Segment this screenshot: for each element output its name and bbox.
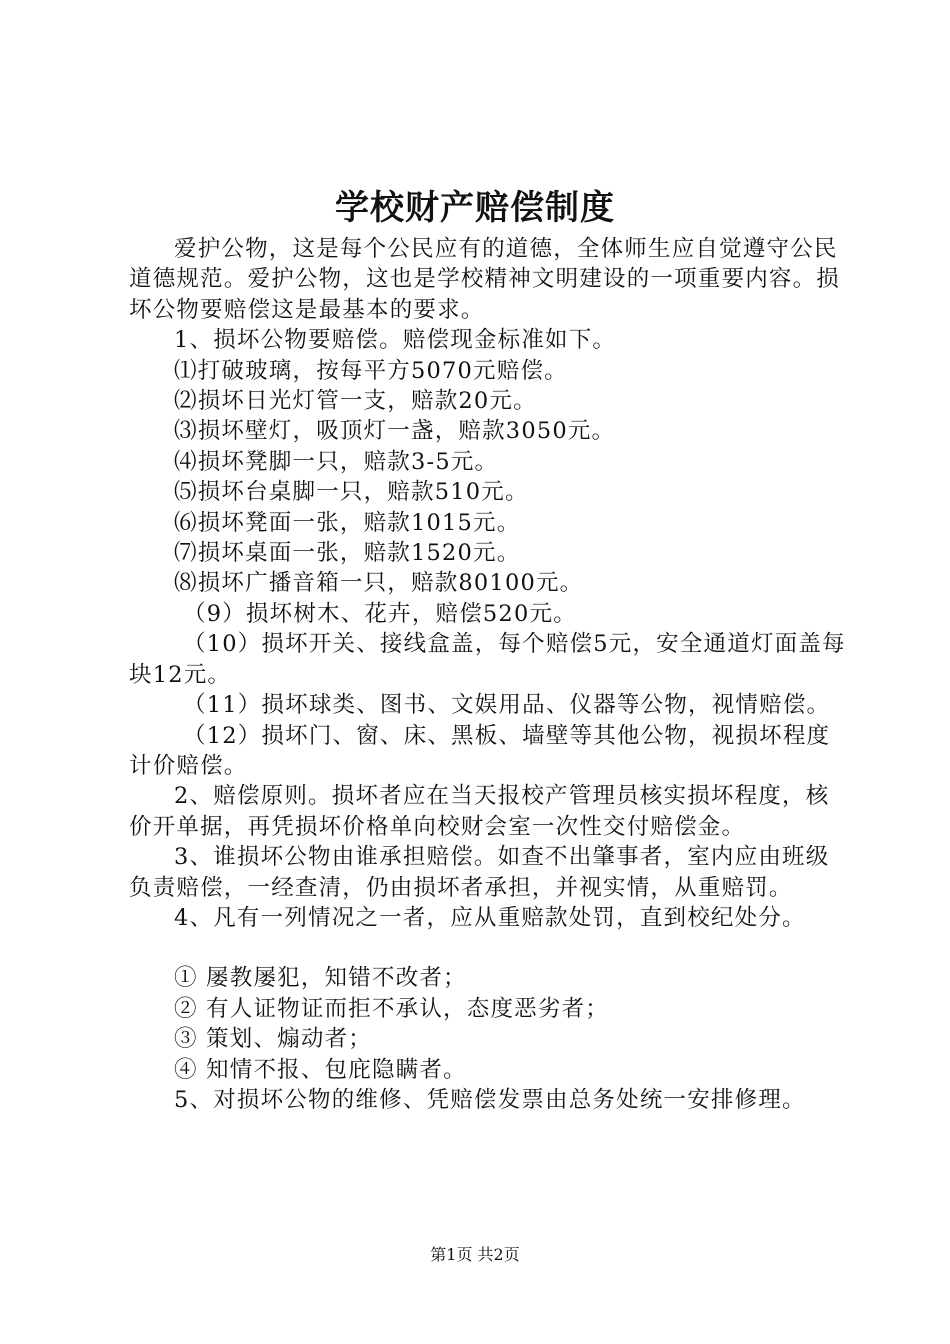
list-item: ⑻损坏广播音箱一只，赔款80100元。: [174, 570, 584, 597]
list-item: （11）损坏球类、图书、文娱用品、仪器等公物，视情赔偿。: [183, 692, 831, 719]
list-item: ① 屡教屡犯，知错不改者；: [174, 965, 467, 992]
paragraph: 爱护公物，这是每个公民应有的道德，全体师生应自觉遵守公民道德规范。爱护公物，这也是学校精神文明建设的一项重要内容。损坏公物要赔偿这是最基本的要求。: [129, 236, 841, 323]
paragraph: 5、对损坏公物的维修、凭赔偿发票由总务处统一安排修理。: [174, 1086, 806, 1113]
document-body: [129, 234, 853, 1115]
list-item: ② 有人证物证而拒不承认，态度恶劣者；: [174, 995, 609, 1022]
document-title: 学校财产赔偿制度: [335, 188, 615, 228]
list-item: ⑵损坏日光灯管一支，赔款20元。: [174, 388, 537, 415]
list-item: ⑺损坏桌面一张，赔款1520元。: [174, 540, 521, 567]
list-item: ⑴打破玻璃，按每平方5070元赔偿。: [174, 357, 568, 384]
paragraph: 4、凡有一列情况之一者，应从重赔款处罚，直到校纪处分。: [174, 904, 806, 931]
list-item: （12）损坏门、窗、床、黑板、墙壁等其他公物，视损坏程度计价赔偿。: [129, 722, 831, 779]
list-item: （10）损坏开关、接线盒盖，每个赔偿5元，安全通道灯面盖每块12元。: [129, 631, 846, 688]
paragraph: 1、损坏公物要赔偿。赔偿现金标准如下。: [174, 327, 617, 354]
list-item: ④ 知情不报、包庇隐瞒者。: [174, 1056, 467, 1083]
list-item: ⑷损坏凳脚一只，赔款3-5元。: [174, 448, 499, 475]
page-footer: 第1页 共2页: [430, 1245, 520, 1264]
list-item: ⑸损坏台桌脚一只，赔款510元。: [174, 479, 529, 506]
paragraph-gap: [129, 933, 853, 963]
list-item: （9）损坏树木、花卉，赔偿520元。: [183, 600, 577, 627]
paragraph: 2、赔偿原则。损坏者应在当天报校产管理员核实损坏程度，核价开单据，再凭损坏价格单向校财会室一次性交付赔偿金。: [129, 783, 830, 840]
paragraph: 3、谁损坏公物由谁承担赔偿。如查不出肇事者，室内应由班级负责赔偿，一经查清，仍由损坏者承担，并视实情，从重赔罚。: [129, 844, 830, 901]
list-item: ③ 策划、煽动者；: [174, 1026, 372, 1053]
list-item: ⑶损坏壁灯，吸顶灯一盏，赔款3050元。: [174, 418, 616, 445]
list-item: ⑹损坏凳面一张，赔款1015元。: [174, 509, 521, 536]
